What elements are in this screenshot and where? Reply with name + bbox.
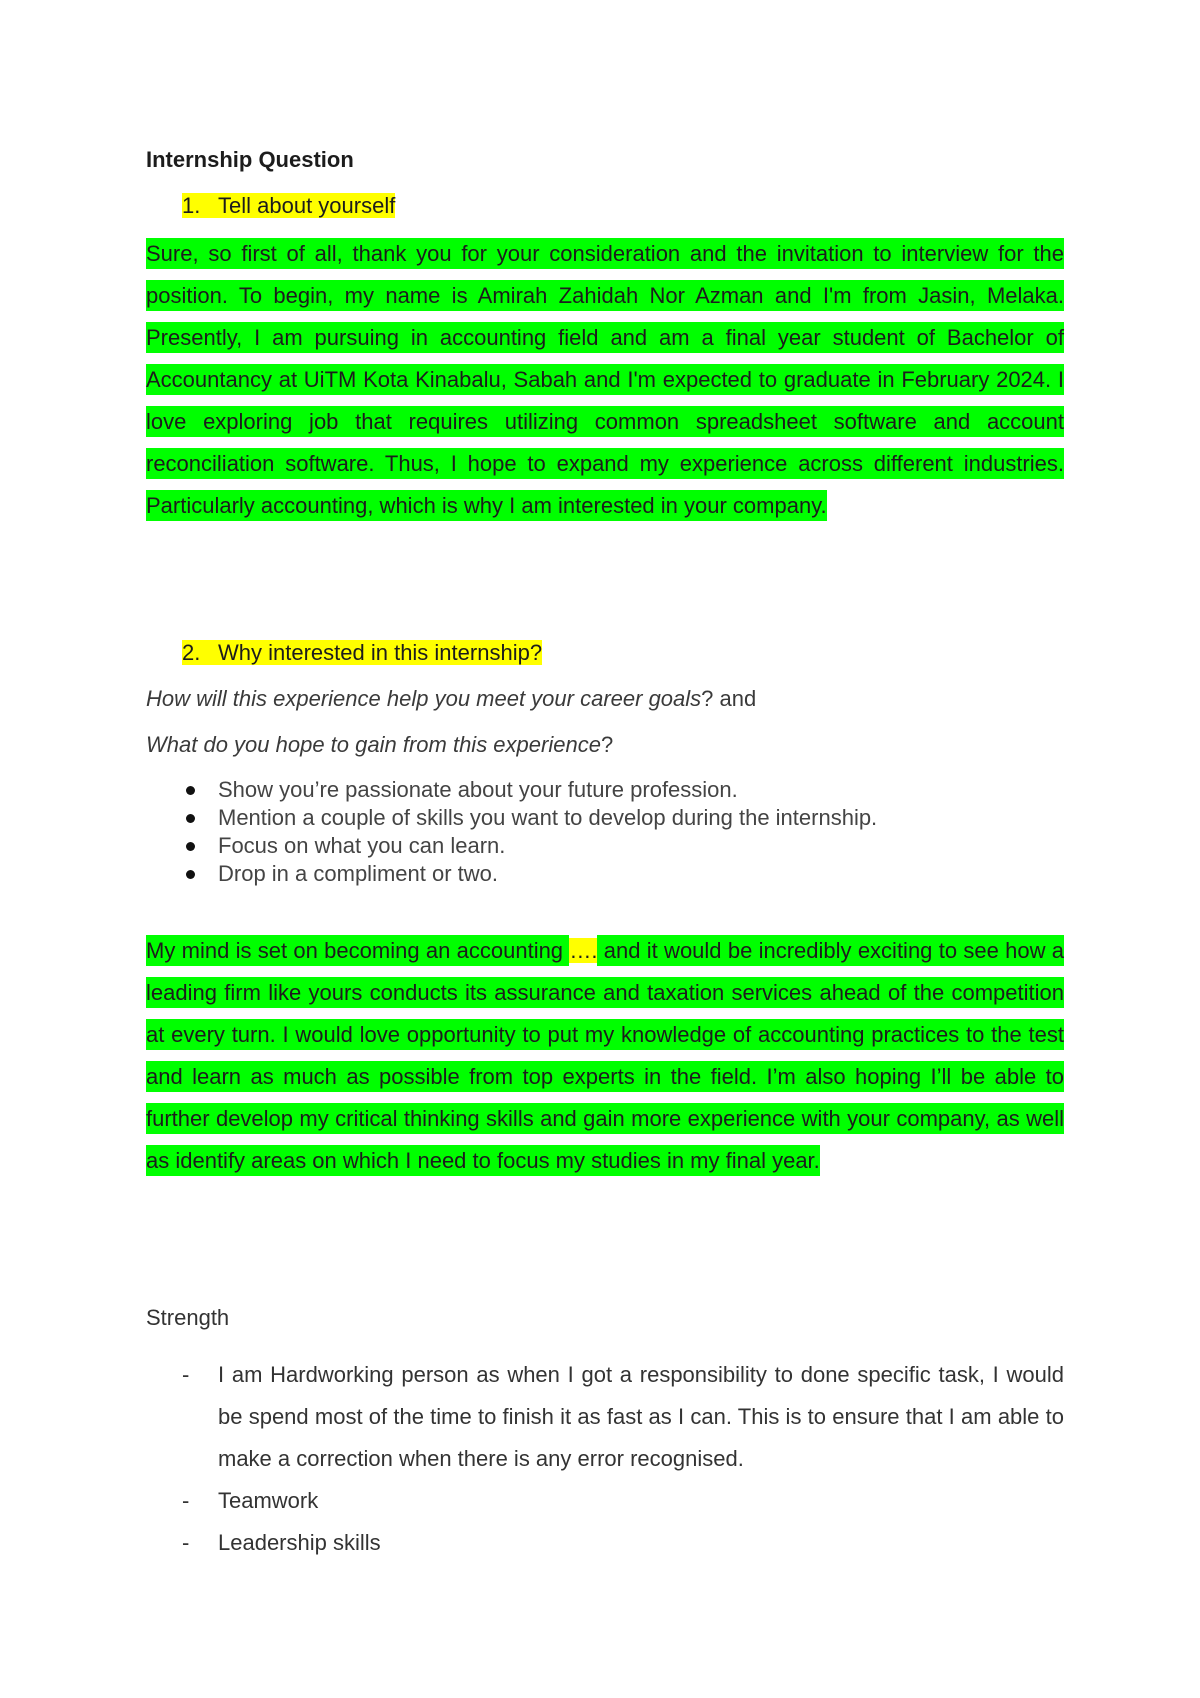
dash-marker: - <box>182 1362 190 1387</box>
strength-list <box>182 1354 1064 1564</box>
tip-text: Show you’re passionate about your future profession. <box>218 777 738 802</box>
career-goals-prompt <box>146 684 756 714</box>
answer-2-rest: and it would be incredibly exciting to see how a leading firm like yours conducts its assurance and taxation services ahead of the competition at every turn. I would love opportunity to put my knowledge of accounting practices to the test and learn as much as possible from top experts in the field. I’m also hoping I’ll be able to further develop my critical thinking skills and gain more experience with your company, as well as identify areas on which I need to focus my studies in my final year. <box>146 935 1064 1176</box>
answer-1-paragraph <box>146 233 1064 527</box>
tip-item <box>182 804 877 832</box>
tip-text: Focus on what you can learn. <box>218 833 506 858</box>
gain-prompt <box>146 730 613 760</box>
tip-item <box>182 832 877 860</box>
document-title: Internship Question <box>146 147 354 172</box>
question-2-number: 2. <box>182 640 201 665</box>
answer-2-paragraph <box>146 930 1064 1182</box>
career-goals-prompt-tail: ? and <box>701 686 757 711</box>
strength-text: Teamwork <box>218 1488 319 1513</box>
question-2-heading <box>182 638 542 668</box>
tip-item <box>182 776 877 804</box>
strength-text: Leadership skills <box>218 1530 381 1555</box>
question-1-heading <box>182 191 395 221</box>
question-1-text: Tell about yourself <box>218 193 396 218</box>
bullet-icon <box>186 786 195 795</box>
strength-heading: Strength <box>146 1305 230 1330</box>
answer-2-start: My mind is set on becoming an accounting <box>146 935 569 966</box>
tip-text: Mention a couple of skills you want to develop during the internship. <box>218 805 878 830</box>
bullet-icon <box>186 870 195 879</box>
answer-2-ellipsis: …. <box>569 938 598 963</box>
strength-text: I am Hardworking person as when I got a responsibility to done specific task, I would be spend most of the time to finish it as fast as I can. This is to ensure that I am able to make a correction when there is any error recognised. <box>218 1362 1064 1471</box>
career-goals-prompt-italic: How will this experience help you meet your career goals <box>146 686 702 711</box>
question-2-text: Why interested in this internship? <box>218 640 543 665</box>
dash-marker: - <box>182 1488 190 1513</box>
bullet-icon <box>186 842 195 851</box>
dash-marker: - <box>182 1530 190 1555</box>
answer-1-text: Sure, so first of all, thank you for your consideration and the invitation to interview for the position. To begin, my name is Amirah Zahidah Nor Azman and I'm from Jasin, Melaka. Presently, I am pursuing in accounting field and am a final year student of Bachelor of Accountancy at UiTM Kota Kinabalu, Sabah and I'm expected to graduate in February 2024. I love exploring job that requires utilizing common spreadsheet software and account reconciliation software. Thus, I hope to expand my experience across different industries. Particularly accounting, which is why I am interested in your company. <box>146 238 1064 521</box>
question-1-number: 1. <box>182 193 201 218</box>
strength-item <box>182 1522 1064 1564</box>
gain-prompt-tail: ? <box>600 732 614 757</box>
tip-text: Drop in a compliment or two. <box>218 861 498 886</box>
tip-item <box>182 860 877 888</box>
gain-prompt-italic: What do you hope to gain from this experience <box>146 732 601 757</box>
tips-list <box>182 776 877 888</box>
strength-item <box>182 1354 1064 1480</box>
strength-item <box>182 1480 1064 1522</box>
bullet-icon <box>186 814 195 823</box>
